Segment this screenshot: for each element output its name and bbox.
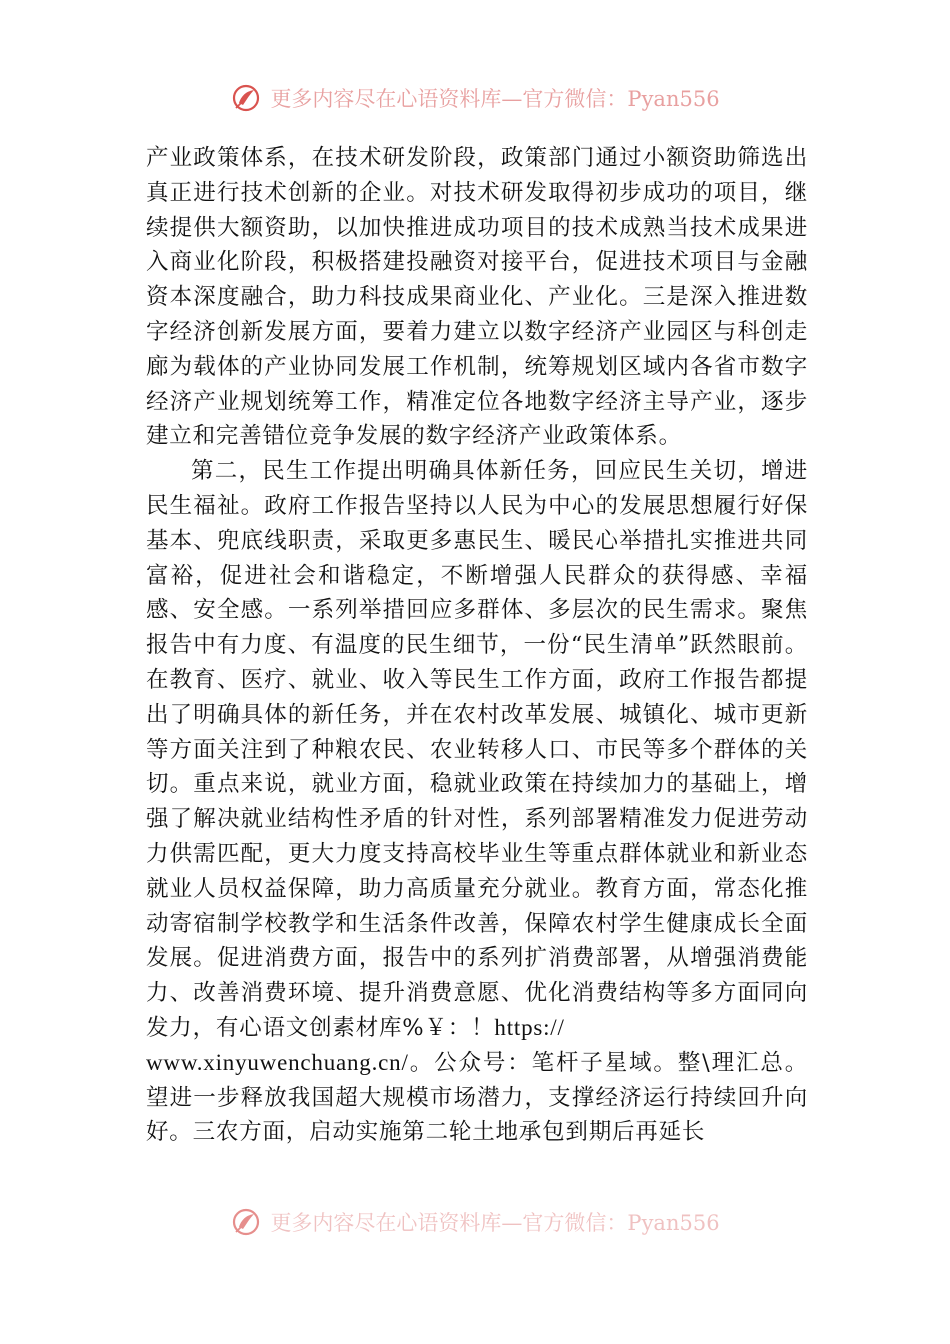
paragraph-1: 产业政策体系，在技术研发阶段，政策部门通过小额资助筛选出真正进行技术创新的企业。对技术研发取得初步成功的项目，继续提供大额资助，以加快推进成功项目的技术成熟当技术成果进入商业化阶段，积极搭建投融资对接平台，促进技术项目与金融资本深度融合，助力科技成果商业化、产业化。三是深入推进数字经济创新发展方面，要着力建立以数字经济产业园区与科创走廊为载体的产业协同发展工作机制，统筹规划区域内各省市数字经济产业规划统筹工作，精准定位各地数字经济主导产业，逐步建立和完善错位竞争发展的数字经济产业政策体系。: [146, 145, 808, 450]
paragraph-2: [146, 454, 808, 1150]
paragraph-2-continuation: 。公众号：笔杆子星域。整\理汇总。望进一步释放我国超大规模市场潜力，支撑经济运行持续回升向好。三农方面，启动实施第二轮土地承包到期后再延长: [146, 1049, 808, 1146]
logo-icon: [230, 82, 262, 114]
paragraph-2-text: 第二，民生工作提出明确具体新任务，回应民生关切，增进民生福祉。政府工作报告坚持以人民为中心的发展思想履行好保基本、兜底线职责，采取更多惠民生、暖民心举措扎实推进共同富裕，促进社会和谐稳定，不断增强人民群众的获得感、幸福感、安全感。一系列举措回应多群体、多层次的民生需求。聚焦报告中有力度、有温度的民生细节，一份“民生清单”跃然眼前。在教育、医疗、就业、收入等民生工作方面，政府工作报告都提出了明确具体的新任务，并在农村改革发展、城镇化、城市更新等方面关注到了种粮农民、农业转移人口、市民等多个群体的关切。重点来说，就业方面，稳就业政策在持续加力的基础上，增强了解决就业结构性矛盾的针对性，系列部署精准发力促进劳动力供需匹配，更大力度支持高校毕业生等重点群体就业和新业态就业人员权益保障，助力高质量充分就业。教育方面，常态化推动寄宿制学校教学和生活条件改善，保障农村学生健康成长全面发展。促进消费方面，报告中的系列扩消费部署，从增强消费能力、改善消费环境、提升消费意愿、优化消费结构等多方面同向发力，有心语文创素材库%￥：！: [146, 458, 808, 1041]
url-text-2: www.xinyuwenchuang.cn/: [146, 1049, 409, 1075]
document-body: [146, 141, 808, 1150]
watermark-footer: [0, 1206, 950, 1238]
watermark-text: 更多内容尽在心语资料库—官方微信：Pyan556: [270, 1211, 720, 1235]
watermark-text: 更多内容尽在心语资料库—官方微信：Pyan556: [270, 87, 720, 111]
logo-icon: [230, 1206, 262, 1238]
watermark-header: [0, 82, 950, 114]
url-text-1: https://: [494, 1014, 565, 1040]
